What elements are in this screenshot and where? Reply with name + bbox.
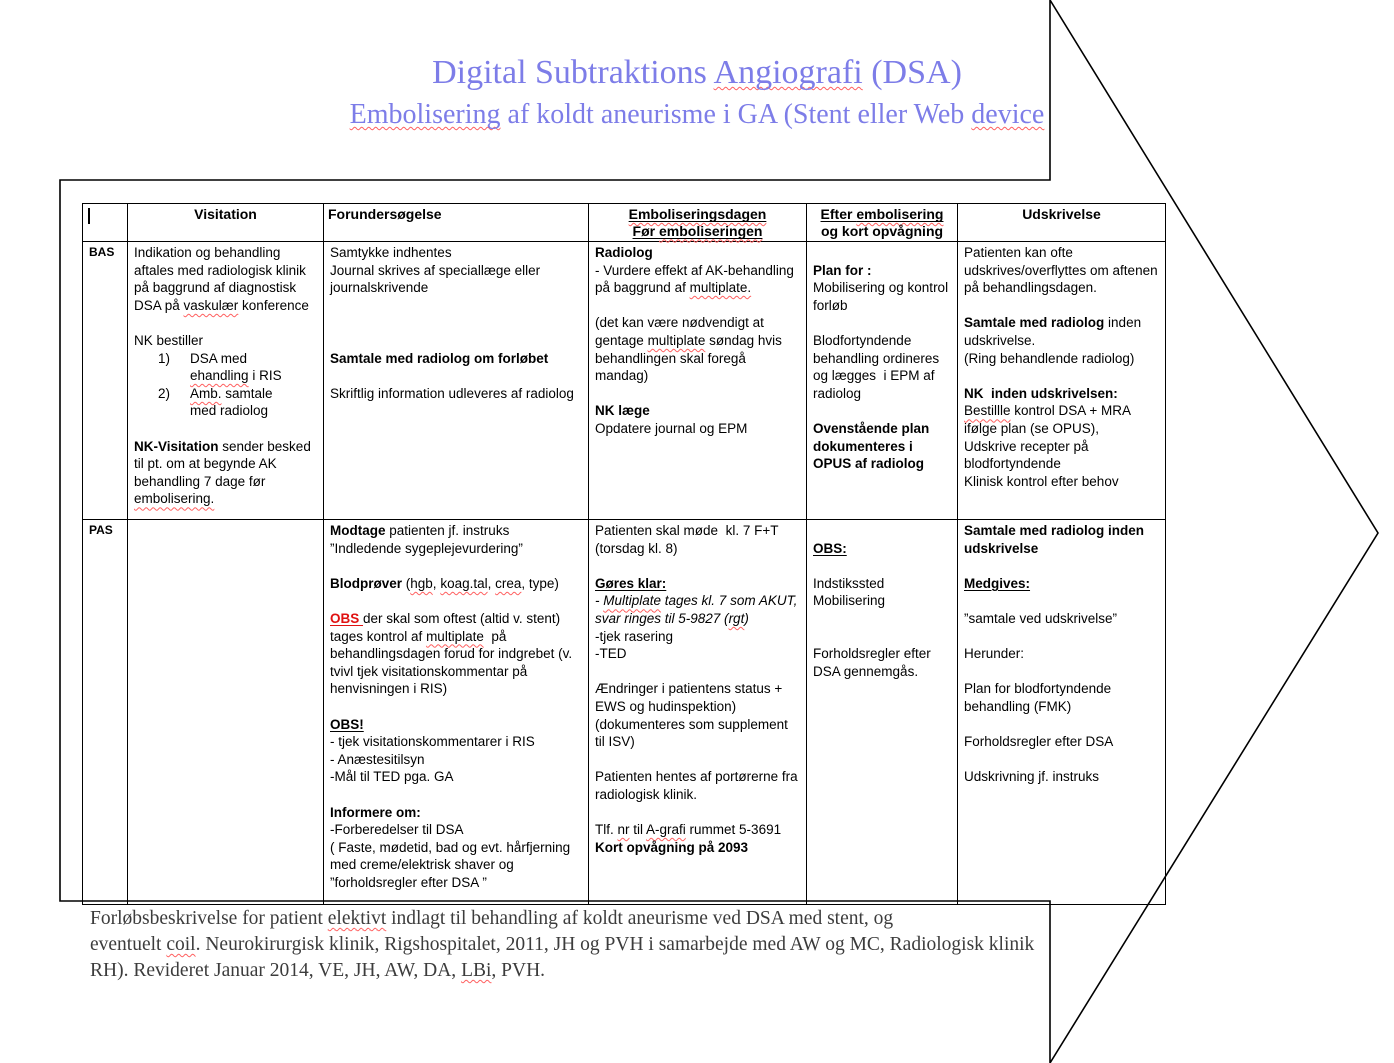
paragraph: Samtale med radiolog inden udskrivelse. [964, 315, 1142, 348]
paragraph: Blodfortyndende behandling ordineres og lægges i EPM af radiolog [813, 332, 940, 401]
table-row-pas [83, 520, 1166, 905]
footer-note [90, 906, 1080, 984]
paragraph [595, 804, 800, 822]
header-udskrivelse [958, 204, 1166, 242]
paragraph: Forholdsregler efter DSA [964, 734, 1114, 750]
paragraph [964, 557, 1159, 575]
paragraph: -Forberedelser til DSA [330, 822, 464, 838]
paragraph: Radiolog [595, 245, 653, 260]
paragraph [134, 420, 317, 438]
paragraph: Indikation og behandling aftales med radiologisk klinik på baggrund af diagnostisk DSA på vaskulær konference [134, 245, 309, 313]
paragraph: Gøres klar: [595, 575, 667, 591]
paragraph: Indstikssted [813, 575, 885, 591]
row-label-pas: PAS [83, 520, 128, 905]
paragraph: NK bestiller [134, 332, 204, 348]
paragraph [595, 557, 800, 575]
paragraph: Opdatere journal og EPM [595, 420, 748, 436]
page-subtitle [0, 97, 1394, 133]
paragraph: Plan for : [813, 262, 872, 278]
cell-pas-efter-embolisering [807, 520, 958, 905]
paragraph [330, 297, 582, 315]
paragraph: Forholdsregler efter DSA gennemgås. [813, 646, 931, 679]
cell-bas-efter-embolisering [807, 242, 958, 520]
header-emboliseringsdagen [589, 204, 807, 242]
header-forundersoegelse [324, 204, 589, 242]
paragraph [964, 297, 1159, 315]
paragraph: Patienten hentes af portørerne fra radiologisk klinik. [595, 769, 798, 802]
header-efter-embolisering [807, 204, 958, 242]
paragraph [964, 716, 1159, 734]
paragraph: Journal skrives af speciallæge eller journalskrivende [330, 262, 541, 296]
paragraph: eventuelt coil. Neurokirurgisk klinik, Rigshospitalet, 2011, JH og PVH i samarbejde med AW og MC, Radiologisk klinik [90, 934, 1035, 955]
paragraph: NK læge [595, 403, 650, 419]
paragraph: Embolisering af koldt aneurisme i GA (Stent eller Web device [349, 99, 1045, 130]
paragraph [813, 522, 951, 540]
cell-bas-visitation [128, 242, 324, 520]
paragraph [330, 786, 582, 804]
table-row-bas [83, 242, 1166, 520]
header-visitation [128, 204, 324, 242]
paragraph [595, 663, 800, 681]
paragraph [964, 592, 1159, 610]
table-header-row [83, 204, 1166, 242]
cell-pas-udskrivelse [958, 520, 1166, 905]
paragraph: Bestillle kontrol DSA + MRA ifølge plan (se OPUS), [964, 403, 1131, 436]
paragraph [595, 297, 800, 315]
paragraph [813, 402, 951, 420]
paragraph: - Vurdere effekt af AK-behandling på baggrund af multiplate. [595, 262, 794, 296]
paragraph: Forløbsbeskrivelse for patient elektivt indlagt til behandling af koldt aneurisme ved DSA med stent, og [90, 908, 894, 929]
paragraph: (det kan være nødvendigt at gentage multiplate søndag hvis behandlingen skal foregå mandag) [595, 315, 782, 384]
paragraph [813, 557, 951, 575]
cell-bas-emboliseringsdagen [589, 242, 807, 520]
paragraph: Udskrive recepter på blodfortyndende [964, 438, 1089, 472]
text-cursor-mark [88, 208, 90, 224]
paragraph [964, 367, 1159, 385]
paragraph: Plan for blodfortyndende behandling (FMK) [964, 681, 1112, 714]
paragraph: Ovenstående plan dokumenteres i OPUS af radiolog [813, 420, 930, 472]
paragraph: Modtage patienten jf. instruks ”Indledende sygeplejevurdering” [330, 523, 523, 556]
paragraph: Klinisk kontrol efter behov [964, 473, 1119, 489]
paragraph: Mobilisering og kontrol forløb [813, 280, 949, 313]
paragraph [330, 332, 582, 350]
paragraph: og kort opvågning [820, 222, 944, 239]
paragraph: OBS: [813, 540, 847, 556]
cell-pas-visitation [128, 520, 324, 905]
paragraph: - Multiplate tages kl. 7 som AKUT, svar ringes til 5-9827 (rgt) [595, 593, 798, 626]
page-title [0, 52, 1394, 94]
paragraph: Udskrivning jf. instruks [964, 769, 1100, 785]
paragraph: (torsdag kl. 8) [595, 540, 678, 556]
list-item: 2) Amb. samtale med radiolog [158, 385, 273, 419]
paragraph: Herunder: [964, 646, 1025, 662]
paragraph: RH). Revideret Januar 2014, VE, JH, AW, DA, LBi, PVH. [90, 960, 546, 981]
paragraph: -TED [595, 646, 627, 662]
paragraph: Kort opvågning på 2093 [595, 839, 749, 855]
paragraph: - Anæstesitilsyn [330, 751, 425, 767]
paragraph [330, 698, 582, 716]
paragraph [595, 385, 800, 403]
paragraph: Patienten skal møde kl. 7 F+T [595, 523, 779, 538]
paragraph: Informere om: [330, 804, 421, 820]
header-empty-cell [83, 204, 128, 242]
paragraph: ”samtale ved udskrivelse” [964, 610, 1118, 626]
paragraph: (Ring behandlende radiolog) [964, 350, 1135, 366]
paragraph: -Mål til TED pga. GA [330, 769, 454, 785]
paragraph: Samtale med radiolog om forløbet [330, 350, 549, 366]
paragraph: Digital Subtraktions Angiografi (DSA) [432, 54, 962, 91]
paragraph: Før emboliseringen [632, 222, 763, 239]
paragraph [330, 367, 582, 385]
paragraph: Forundersøgelse [328, 206, 442, 222]
cell-pas-forundersoegelse [324, 520, 589, 905]
paragraph [813, 314, 951, 332]
paragraph [330, 557, 582, 575]
paragraph: OBS der skal som oftest (altid v. stent) tages kontrol af multiplate på behandlingsdagen forud for indgrebet (v. tvivl tjek visitationskommentar på henvisningen i RIS) [330, 610, 573, 697]
paragraph: NK inden udskrivelsen: [964, 385, 1118, 401]
paragraph: ( Faste, mødetid, bad og evt. hårfjerning med creme/elektrisk shaver og ”forholdsregler efter DSA ” [330, 839, 571, 890]
cell-bas-udskrivelse [958, 242, 1166, 520]
paragraph: Patienten kan ofte udskrives/overflyttes om aftenen på behandlingsdagen. [964, 245, 1158, 296]
paragraph [595, 751, 800, 769]
paragraph: Samtale med radiolog inden udskrivelse [964, 523, 1145, 556]
paragraph: - tjek visitationskommentarer i RIS [330, 734, 535, 750]
care-pathway-table [82, 203, 1166, 905]
paragraph: Efter embolisering [820, 206, 944, 222]
paragraph: Emboliseringsdagen [628, 206, 767, 222]
list-item: 1) DSA med ehandling i RIS [158, 350, 282, 384]
paragraph: Mobilisering [813, 593, 886, 609]
paragraph: -tjek rasering [595, 628, 674, 644]
paragraph: Blodprøver (hgb, koag.tal, crea, type) [330, 575, 559, 591]
paragraph [964, 751, 1159, 769]
paragraph: Ændringer i patientens status + EWS og hudinspektion) [595, 681, 783, 714]
paragraph [330, 314, 582, 332]
paragraph [330, 592, 582, 610]
paragraph [964, 628, 1159, 646]
paragraph: Tlf. nr til A-grafi rummet 5-3691 [595, 822, 782, 838]
paragraph [813, 244, 951, 262]
row-label-bas: BAS [83, 242, 128, 520]
paragraph: Samtykke indhentes [330, 245, 452, 260]
paragraph [813, 628, 951, 646]
paragraph [813, 610, 951, 628]
paragraph [964, 663, 1159, 681]
cell-pas-emboliseringsdagen [589, 520, 807, 905]
cell-bas-forundersoegelse [324, 242, 589, 520]
paragraph: OBS! [330, 716, 364, 732]
paragraph: Udskrivelse [1022, 206, 1101, 222]
paragraph: Skriftlig information udleveres af radiolog [330, 385, 574, 401]
paragraph [134, 314, 317, 332]
paragraph: Medgives: [964, 575, 1031, 591]
paragraph: Visitation [194, 206, 257, 222]
paragraph: (dokumenteres som supplement til ISV) [595, 716, 788, 750]
paragraph: NK-Visitation sender besked til pt. om at begynde AK behandling 7 dage før embolisering. [134, 438, 311, 507]
